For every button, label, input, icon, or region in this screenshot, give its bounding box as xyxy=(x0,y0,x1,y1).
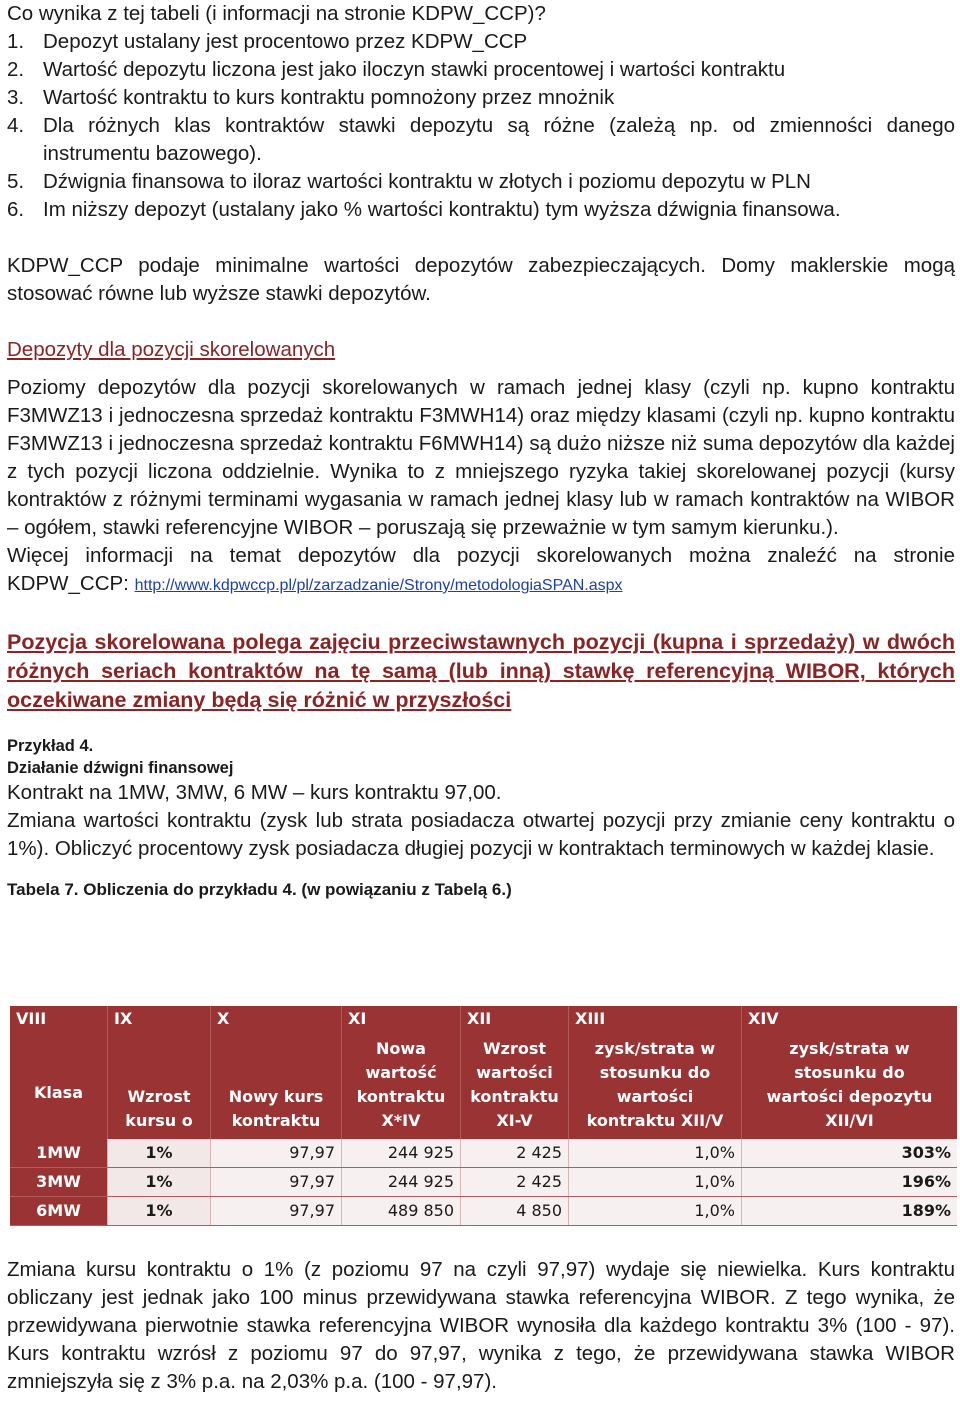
table-row: 3MW 1% 97,97 244 925 2 425 1,0% 196% xyxy=(10,1168,957,1197)
header-cell: XII Wzrost wartości kontraktu XI-V xyxy=(461,1006,569,1139)
definition-heading: Pozycja skorelowana polega zajęciu przeciwstawnych pozycji (kupna i sprzedaży) w dwóch różnych seriach kontraktów na tę samą (lub inną) stawkę referencyjną WIBOR, których oczekiwane zmiany będą się różnić w przyszłości xyxy=(7,630,955,712)
example-title: Działanie dźwigni finansowej xyxy=(7,759,234,777)
numbered-list xyxy=(7,28,955,224)
header-cell: XIII zysk/strata w stosunku do wartości kontraktu XII/V xyxy=(569,1006,742,1139)
header-cell: IX Wzrost kursu o xyxy=(108,1006,211,1139)
table-row: 1MW 1% 97,97 244 925 2 425 1,0% 303% xyxy=(10,1139,957,1168)
list-item: 1. Depozyt ustalany jest procentowo przez KDPW_CCP xyxy=(7,30,528,53)
example-text: Zmiana wartości kontraktu (zysk lub strata posiadacza otwartej pozycji przy zmianie ceny kontraktu o 1%). Obliczyć procentowy zysk posiadacza długiej pozycji w kontraktach terminowych w każdej klasie. xyxy=(7,809,955,860)
span-methodology-link[interactable]: http://www.kdpwccp.pl/pl/zarzadzanie/Strony/metodologiaSPAN.aspx xyxy=(134,577,623,594)
header-cell: X Nowy kurs kontraktu xyxy=(211,1006,342,1139)
list-item: 4. Dla różnych klas kontraktów stawki depozytu są różne (zależą np. od zmienności danego instrumentu bazowego). xyxy=(7,114,955,165)
list-item: 5. Dźwignia finansowa to iloraz wartości kontraktu w złotych i poziomu depozytu w PLN xyxy=(7,170,811,193)
header-cell: XIV zysk/strata w stosunku do wartości depozytu XII/VI xyxy=(748,1009,933,1130)
table-header xyxy=(10,1006,957,1139)
correlated-paragraph: Poziomy depozytów dla pozycji skorelowanych w ramach jednej klasy (czyli np. kupno kontraktu F3MWZ13 i jednoczesna sprzedaż kontraktu F3MWH14) oraz między klasami (czyli np. kupno kontraktu F3MWZ13 i jednoczesna sprzedaż kontraktu F6MWH14) są dużo niższe niż suma depozytów dla każdej z tych pozycji liczona oddzielnie. Wynika to z mniejszego ryzyka takiej skorelowanej pozycji (kursy kontraktów z różnymi terminami wygasania w ramach jednej klasy lub w ramach kontraktów na WIBOR – ogółem, stawki referencyjne WIBOR – poruszają się przeważnie w tym samym kierunku.). xyxy=(7,376,955,539)
question-line: Co wynika z tej tabeli (i informacji na stronie KDPW_CCP)? xyxy=(7,2,546,25)
final-paragraph: Zmiana kursu kontraktu o 1% (z poziomu 97 na czyli 97,97) wydaje się niewielka. Kurs kontraktu obliczany jest jednak jako 100 minus przewidywana stawka referencyjna WIBOR. Z tego wynika, że przewidywana pierwotnie stawka referencyjna WIBOR wynosiła dla każdego kontraktu 3% (100 - 97). Kurs kontraktu wzrósł z poziomu 97 do 97,97, wynika z tego, że przewidywana stawka WIBOR zmniejszyła się z 3% p.a. na 2,03% p.a. (100 - 97,97). xyxy=(7,1258,955,1393)
section-heading-link[interactable]: Depozyty dla pozycji skorelowanych xyxy=(7,338,336,361)
kdpw-paragraph: KDPW_CCP podaje minimalne wartości depozytów zabezpieczających. Domy maklerskie mogą stosować równe lub wyższe stawki depozytów. xyxy=(7,254,955,305)
list-item: 3. Wartość kontraktu to kurs kontraktu pomnożony przez mnożnik xyxy=(7,86,615,109)
example-label: Przykład 4. xyxy=(7,737,94,755)
table-row: 6MW 1% 97,97 489 850 4 850 1,0% 189% xyxy=(10,1197,957,1226)
document-page xyxy=(7,0,955,901)
more-info-paragraph: Więcej informacji na temat depozytów dla pozycji skorelowanych można znaleźć na stronie KDPW_CCP: http://www.kdpwccp.pl/pl/zarzadzanie/Strony/metodologiaSPAN.aspx xyxy=(7,544,955,595)
list-item: 6. Im niższy depozyt (ustalany jako % wartości kontraktu) tym wyższa dźwignia finansowa. xyxy=(7,198,841,221)
table-caption: Tabela 7. Obliczenia do przykładu 4. (w powiązaniu z Tabelą 6.) xyxy=(7,880,512,899)
header-cell: VIII Klasa xyxy=(10,1006,108,1139)
list-item: 2. Wartość depozytu liczona jest jako iloczyn stawki procentowej i wartości kontraktu xyxy=(7,58,786,81)
header-cell: XI Nowa wartość kontraktu X*IV xyxy=(342,1006,461,1139)
example-line: Kontrakt na 1MW, 3MW, 6 MW – kurs kontraktu 97,00. xyxy=(7,781,502,804)
calculation-table xyxy=(10,1006,957,1223)
